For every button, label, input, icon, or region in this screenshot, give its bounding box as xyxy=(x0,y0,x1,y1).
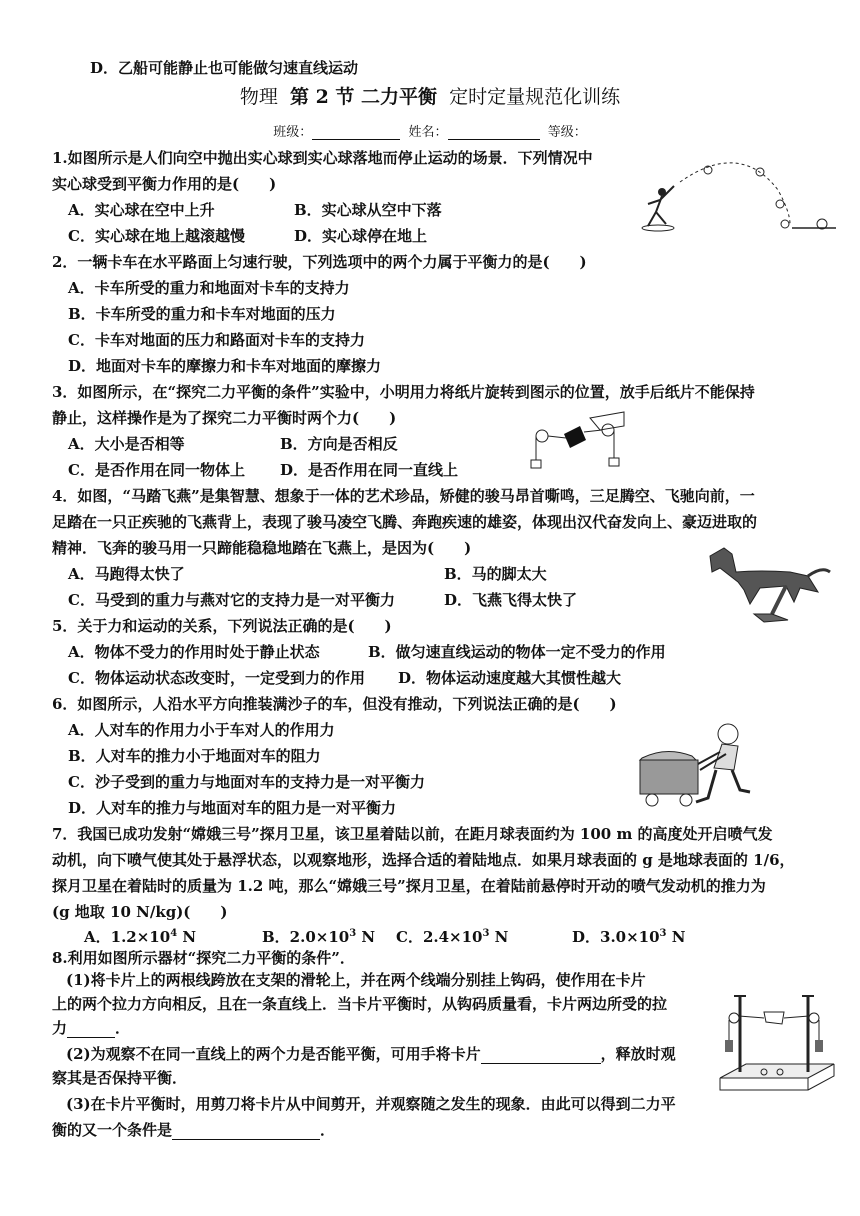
q4-line1: 4．如图，“马踏飞燕”是集智慧、想象于一体的艺术珍品，矫健的骏马昂首嘶鸣，三足腾空、飞驰向前，一 xyxy=(52,487,755,505)
q5-option-a: A．物体不受力的作用时处于静止状态 xyxy=(68,643,320,661)
page-title xyxy=(0,82,860,109)
boy-pushing-cart-figure xyxy=(636,720,766,812)
title-section: 第 2 节 二力平衡 xyxy=(289,86,438,108)
q7-line3: 探月卫星在着陆时的质量为 1.2 吨，那么“嫦娥三号”探月卫星，在着陆前悬停时开动的喷气发动机的推力为 xyxy=(52,877,766,895)
q8-part3-blank[interactable] xyxy=(172,1123,320,1140)
q2-option-a: A．卡车所受的重力和地面对卡车的支持力 xyxy=(68,279,350,297)
q8-part1-line1: (1)将卡片上的两根线跨放在支架的滑轮上，并在两个线端分别挂上钩码，使作用在卡片 xyxy=(66,971,646,989)
previous-option: D．乙船可能静止也可能做匀速直线运动 xyxy=(90,59,359,77)
grade-label: 等级： xyxy=(547,125,587,140)
q7-line2: 动机，向下喷气使其处于悬浮状态，以观察地形，选择合适的着陆地点．如果月球表面的 g 是地球表面的 1/6， xyxy=(52,851,795,869)
q6-stem: 6．如图所示，人沿水平方向推装满沙子的车，但没有推动，下列说法正确的是( ) xyxy=(52,695,617,713)
q8-part1-blank[interactable] xyxy=(67,1021,115,1038)
student-info xyxy=(0,121,860,140)
q8-part2-blank[interactable] xyxy=(481,1047,601,1064)
q6-option-c: C．沙子受到的重力与地面对车的支持力是一对平衡力 xyxy=(68,773,425,791)
q8-part1-line3: 力 ． xyxy=(52,1019,131,1037)
q3-option-d: D．是否作用在同一直线上 xyxy=(280,461,459,479)
q6-option-b: B．人对车的推力小于地面对车的阻力 xyxy=(68,747,321,765)
q6-option-d: D．人对车的推力与地面对车的阻力是一对平衡力 xyxy=(68,799,397,817)
q1-option-d: D．实心球停在地上 xyxy=(294,227,428,245)
q4-line3: 精神．飞奔的骏马用一只蹄能稳稳地踏在飞燕上，是因为( ) xyxy=(52,539,472,557)
q7-option-a: A．$1.2\times 10^4$ N xyxy=(84,928,197,946)
q4-option-b: B．马的脚太大 xyxy=(444,565,547,583)
class-blank[interactable] xyxy=(312,123,400,140)
q7-line1: 7．我国已成功发射“嫦娥三号”探月卫星，该卫星着陆以前，在距月球表面约为 100 m 的高度处开启喷气发 xyxy=(52,825,773,843)
q8-part3-line1: (3)在卡片平衡时，用剪刀将卡片从中间剪开，并观察随之发生的现象．由此可以得到二力平 xyxy=(66,1095,676,1113)
q1-option-b: B．实心球从空中下落 xyxy=(294,201,442,219)
q3-option-a: A．大小是否相等 xyxy=(68,435,185,453)
q1-line2: 实心球受到平衡力作用的是( ) xyxy=(52,175,277,193)
q1-option-a: A．实心球在空中上升 xyxy=(68,201,215,219)
q3-option-b: B．方向是否相反 xyxy=(280,435,398,453)
q2-option-c: C．卡车对地面的压力和路面对卡车的支持力 xyxy=(68,331,365,349)
q2-option-d: D．地面对卡车的摩擦力和卡车对地面的摩擦力 xyxy=(68,357,382,375)
q4-option-c: C．马受到的重力与燕对它的支持力是一对平衡力 xyxy=(68,591,395,609)
q5-option-c: C．物体运动状态改变时，一定受到力的作用 xyxy=(68,669,365,687)
name-label: 姓名： xyxy=(408,125,448,140)
q7-line4: (g 地取 10 N/kg)( ) xyxy=(52,903,228,921)
name-blank[interactable] xyxy=(448,123,540,140)
q1-option-c: C．实心球在地上越滚越慢 xyxy=(68,227,245,245)
class-label: 班级： xyxy=(273,125,313,140)
q4-line2: 足踏在一只正疾驰的飞燕背上，表现了骏马凌空飞腾、奔跑疾速的雄姿，体现出汉代奋发向上、豪迈进取的 xyxy=(52,513,758,531)
q5-option-d: D．物体运动速度越大其惯性越大 xyxy=(398,669,622,687)
q7-option-d: D．$3.0\times 10^3$ N xyxy=(572,928,686,946)
q8-part3-line2: 衡的又一个条件是 ． xyxy=(52,1121,336,1139)
q1-line1: 1.如图所示是人们向空中抛出实心球到实心球落地而停止运动的场景．下列情况中 xyxy=(52,149,593,167)
q3-line2: 静止，这样操作是为了探究二力平衡时两个力( ) xyxy=(52,409,397,427)
q2-stem: 2．一辆卡车在水平路面上匀速行驶，下列选项中的两个力属于平衡力的是( ) xyxy=(52,253,587,271)
card-pulley-figure xyxy=(528,408,628,472)
title-subject: 物理 xyxy=(239,86,278,108)
q2-option-b: B．卡车所受的重力和卡车对地面的压力 xyxy=(68,305,336,323)
q7-option-b: B．$2.0\times 10^3$ N xyxy=(262,928,376,946)
q4-option-a: A．马跑得太快了 xyxy=(68,565,185,583)
q8-part2-line1: (2)为观察不在同一直线上的两个力是否能平衡，可用手将卡片 ，释放时观 xyxy=(66,1045,676,1063)
bronze-horse-figure xyxy=(690,542,840,626)
q6-option-a: A．人对车的作用力小于车对人的作用力 xyxy=(68,721,335,739)
two-force-apparatus-figure xyxy=(716,990,838,1100)
q7-option-c: C．$2.4\times 10^3$ N xyxy=(396,928,509,946)
q5-stem: 5．关于力和运动的关系，下列说法正确的是( ) xyxy=(52,617,392,635)
q3-line1: 3．如图所示，在“探究二力平衡的条件”实验中，小明用力将纸片旋转到图示的位置，放手后纸片不能保持 xyxy=(52,383,755,401)
q4-option-d: D．飞燕飞得太快了 xyxy=(444,591,578,609)
title-suffix: 定时定量规范化训练 xyxy=(449,86,621,108)
q8-part1-line2: 上的两个拉力方向相反，且在一条直线上．当卡片平衡时，从钩码质量看，卡片两边所受的拉 xyxy=(52,995,668,1013)
q8-stem: 8.利用如图所示器材“探究二力平衡的条件”． xyxy=(52,949,355,967)
q5-option-b: B．做匀速直线运动的物体一定不受力的作用 xyxy=(368,643,666,661)
shot-put-figure xyxy=(640,160,840,240)
q8-part2-line2: 察其是否保持平衡． xyxy=(52,1069,188,1087)
q3-option-c: C．是否作用在同一物体上 xyxy=(68,461,245,479)
